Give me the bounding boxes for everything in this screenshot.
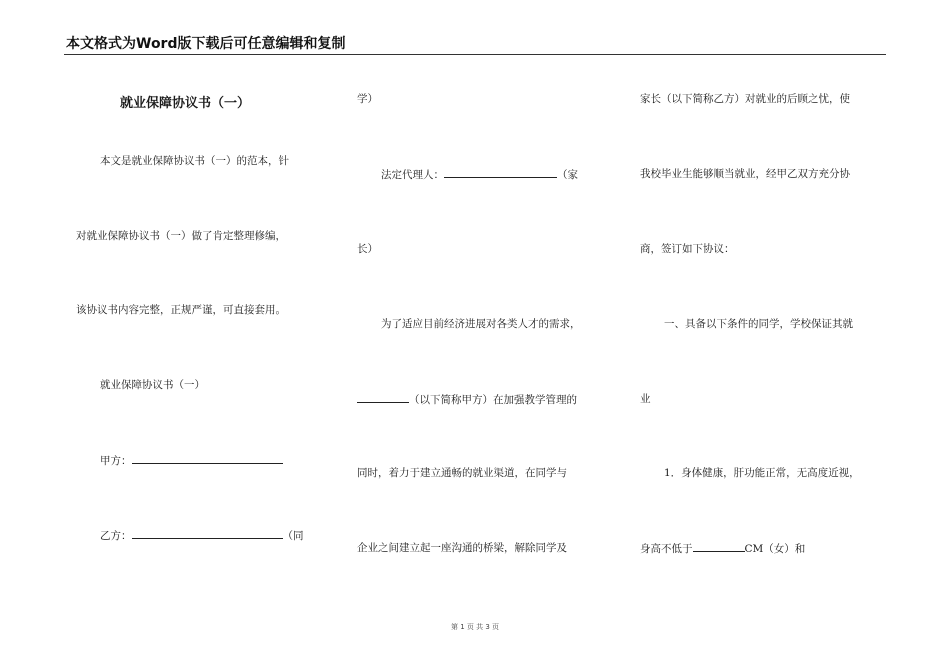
height-prefix: 身高不低于 — [640, 543, 693, 555]
party-a-field[interactable] — [100, 453, 283, 468]
page-number: 第 1 页 共 3 页 — [450, 623, 500, 631]
intro-line-3: 该协议书内容完整，正规严谨，可直接套用。 — [76, 304, 286, 316]
col3-line-1: 家长（以下简称乙方）对就业的后顾之忧，使 — [640, 93, 850, 105]
height-suffix: CM（女）和 — [744, 543, 806, 555]
intro-line-1: 本文是就业保障协议书（一）的范本，针 — [100, 155, 289, 167]
guardian-label: 法定代理人： — [381, 169, 444, 181]
col2-line-6: 同时，着力于建立通畅的就业渠道，在同学与 — [357, 467, 567, 479]
guardian-blank[interactable] — [444, 167, 557, 178]
party-b-field[interactable] — [100, 528, 304, 543]
col3-line-5: 业 — [640, 393, 651, 405]
guardian-field[interactable] — [381, 167, 578, 182]
height-requirement-field[interactable] — [640, 541, 805, 556]
party-b-label: 乙方： — [100, 530, 132, 542]
agreement-subtitle: 就业保障协议书（一） — [100, 379, 205, 391]
col2-line-7: 企业之间建立起一座沟通的桥梁，解除同学及 — [357, 542, 567, 554]
col2-line-4: 为了适应目前经济进展对各类人才的需求， — [381, 318, 581, 330]
col2-line-5: （以下简称甲方）在加强教学管理的 — [409, 394, 577, 406]
intro-line-2: 对就业保障协议书（一）做了肯定整理修编， — [76, 230, 286, 242]
col2-line-1: 学） — [357, 93, 378, 105]
party-b-blank[interactable] — [132, 528, 283, 539]
header-divider — [64, 54, 886, 55]
party-a-label: 甲方： — [100, 455, 132, 467]
party-b-suffix: （同 — [282, 530, 304, 542]
height-blank[interactable] — [693, 541, 745, 552]
col3-line-2: 我校毕业生能够顺当就业，经甲乙双方充分协 — [640, 168, 850, 180]
col3-line-3: 商，签订如下协议： — [640, 243, 735, 255]
header-title: 本文格式为Word版下载后可任意编辑和复制 — [66, 36, 346, 52]
school-name-field[interactable] — [357, 392, 577, 407]
col3-line-4: 一、具备以下条件的同学，学校保证其就 — [664, 318, 853, 330]
party-a-blank[interactable] — [132, 453, 283, 464]
col2-line-3: 长） — [357, 243, 378, 255]
col3-line-6: 1．身体健康，肝功能正常，无高度近视， — [664, 467, 860, 479]
document-title: 就业保障协议书（一） — [120, 96, 251, 111]
school-name-blank[interactable] — [357, 392, 409, 403]
guardian-suffix: （家 — [557, 169, 578, 181]
